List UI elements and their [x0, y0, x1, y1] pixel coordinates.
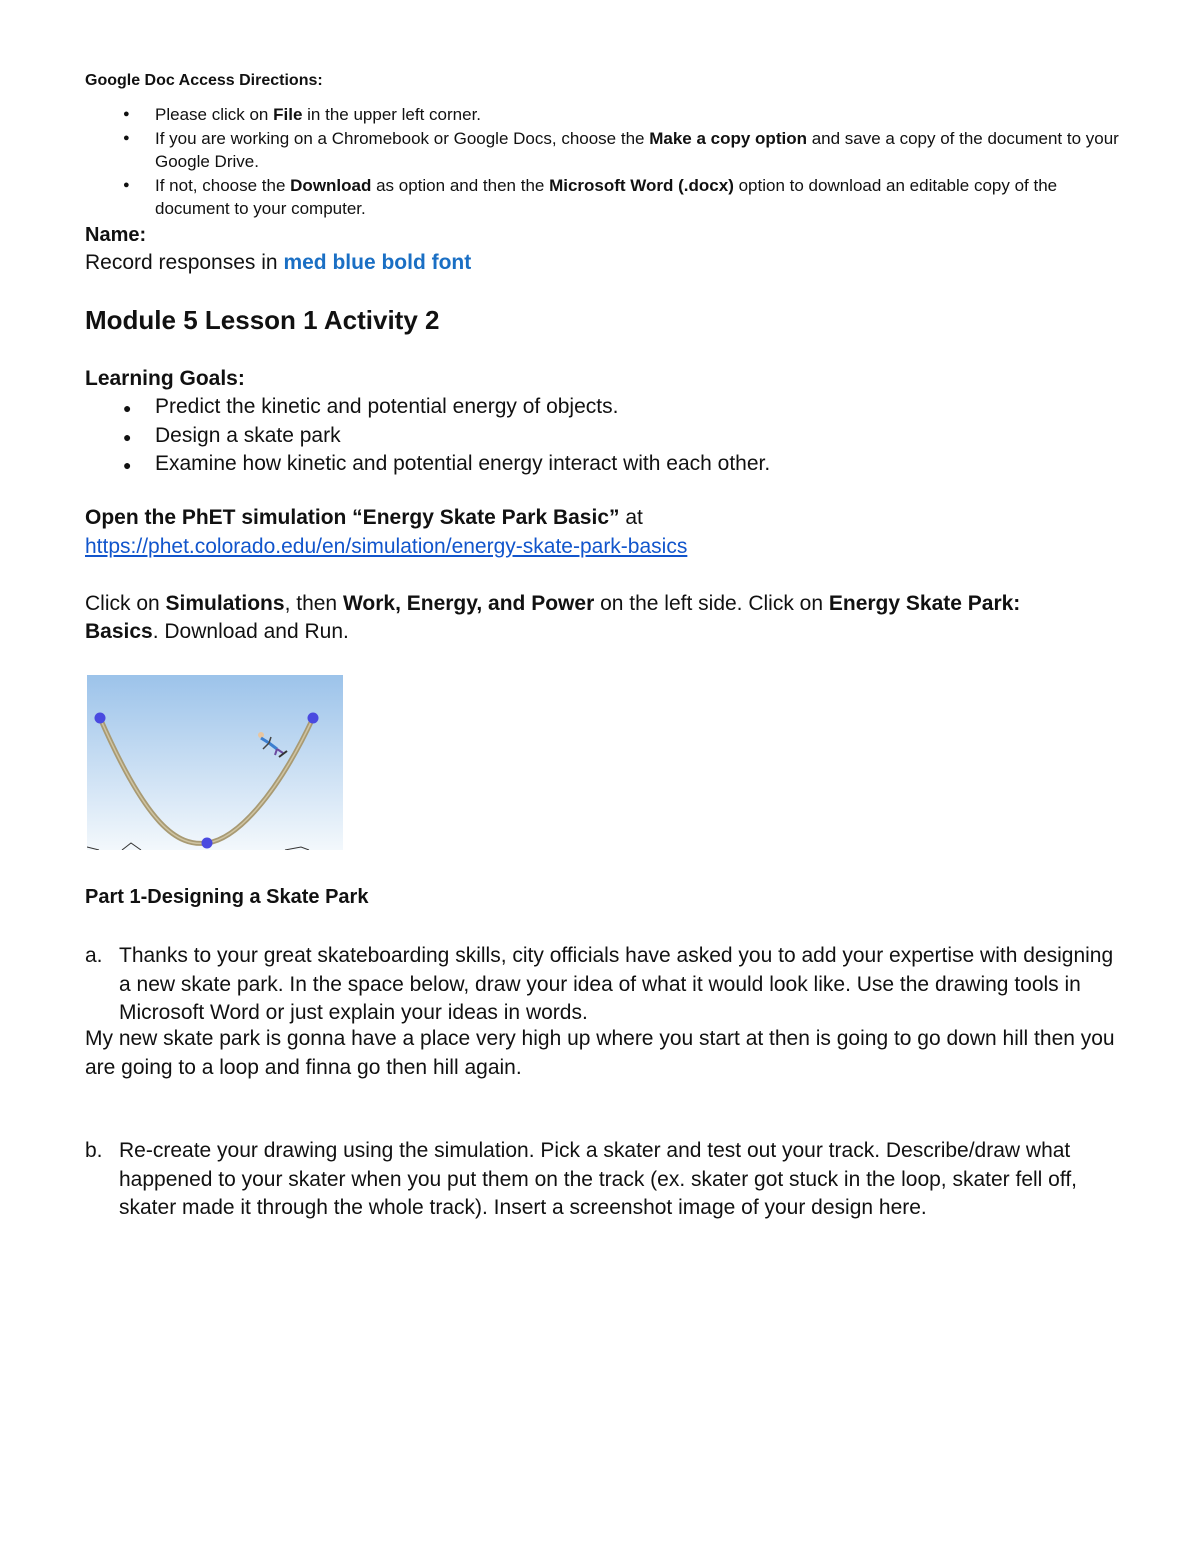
- learning-goal-item: ● Predict the kinetic and potential energy of objects.: [85, 393, 770, 422]
- access-item-download: ● If not, choose the Download as option and then the Microsoft Word (.docx) option to download an editable copy of the document to your computer.: [85, 174, 1125, 221]
- learning-goals-list: [85, 393, 770, 479]
- record-responses-line: Record responses in med blue bold font: [85, 251, 472, 274]
- name-label: Name:: [85, 224, 147, 246]
- blue-font-sample: med blue bold font: [283, 251, 472, 274]
- track-node-right: [308, 713, 319, 724]
- access-item-file: ● Please click on File in the upper left corner.: [85, 103, 1125, 127]
- skate-park-simulation-image: [87, 675, 343, 850]
- question-a: [85, 942, 1115, 1028]
- access-directions-heading: Google Doc Access Directions:: [85, 72, 323, 89]
- question-b-marker: b.: [85, 1139, 103, 1162]
- question-a-marker: a.: [85, 944, 103, 967]
- track-node-bottom: [202, 838, 213, 849]
- access-directions-list: [85, 103, 1125, 221]
- access-item-make-copy: ● If you are working on a Chromebook or Google Docs, choose the Make a copy option and save a copy of the document to your Google Drive.: [85, 127, 1125, 174]
- phet-simulation-link[interactable]: https://phet.colorado.edu/en/simulation/energy-skate-park-basics: [85, 535, 688, 558]
- sky-background: [87, 675, 343, 850]
- response-a[interactable]: My new skate park is gonna have a place very high up where you start at then is going to go down hill then you are going to a loop and finna go then hill again.: [85, 1027, 1115, 1079]
- track-node-left: [95, 713, 106, 724]
- question-b-text: Re-create your drawing using the simulation. Pick a skater and test out your track. Describe/draw what happened to your skater when you put them on the track (ex. skater got stuck in the loop, skater fell off, skater made it through the whole track). Insert a screenshot image of your design here.: [119, 1139, 1077, 1219]
- open-simulation-instruction: Open the PhET simulation “Energy Skate Park Basic” at: [85, 506, 643, 529]
- click-instructions: Click on Simulations, then Work, Energy, and Power on the left side. Click on Energy Skate Park: Basics. Download and Run.: [85, 592, 1021, 643]
- question-b: [85, 1137, 1115, 1223]
- learning-goal-item: ● Examine how kinetic and potential energy interact with each other.: [85, 450, 770, 479]
- learning-goal-item: ● Design a skate park: [85, 422, 770, 451]
- module-title: Module 5 Lesson 1 Activity 2: [85, 305, 440, 335]
- question-a-text: Thanks to your great skateboarding skills, city officials have asked you to add your expertise with designing a new skate park. In the space below, draw your idea of what it would look like. Use the drawing tools in Microsoft Word or just explain your ideas in words.: [119, 944, 1114, 1024]
- part1-heading: Part 1-Designing a Skate Park: [85, 886, 369, 908]
- learning-goals-heading: Learning Goals:: [85, 367, 245, 390]
